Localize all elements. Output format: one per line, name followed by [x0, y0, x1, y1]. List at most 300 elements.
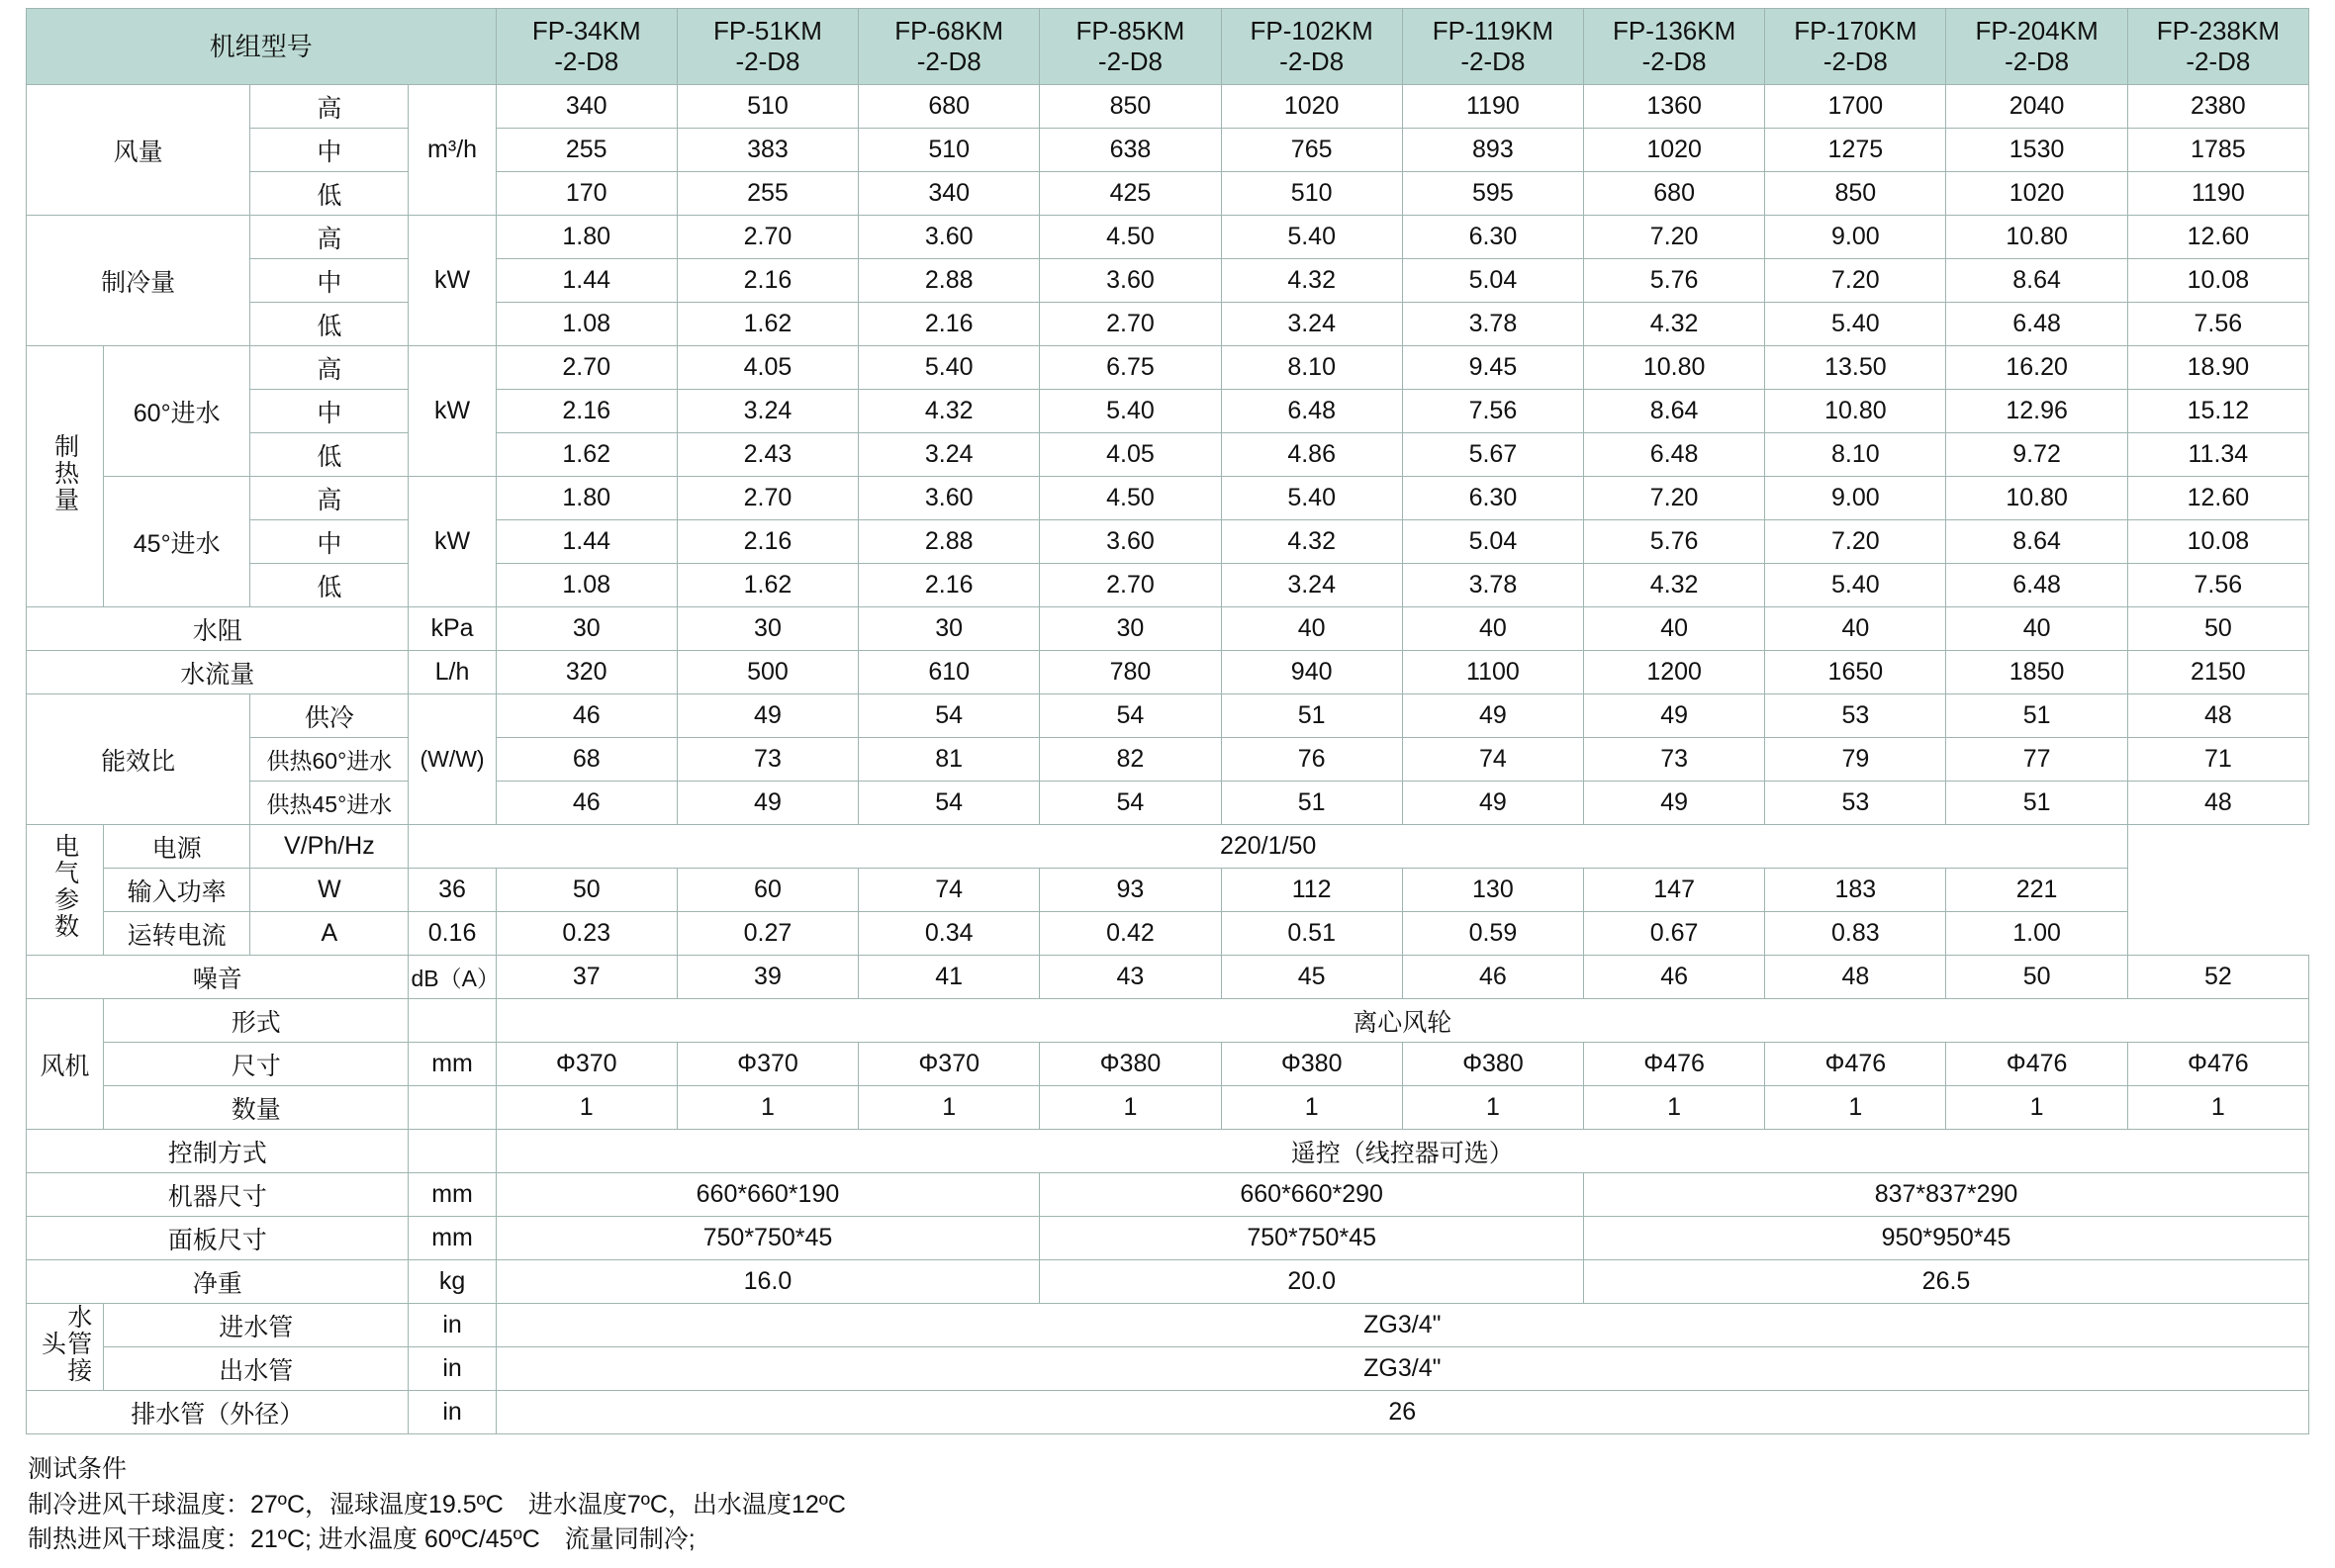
row-level-label: 高 — [250, 477, 409, 520]
table-row — [27, 433, 2309, 477]
row-unit-heating-60: kW — [409, 346, 496, 477]
table-row — [27, 303, 2309, 346]
cell: 1.62 — [677, 303, 858, 346]
cell: 5.40 — [1040, 390, 1221, 433]
cell: 37 — [496, 956, 677, 999]
cell: 30 — [677, 607, 858, 651]
cell: 74 — [1402, 738, 1583, 782]
cell: 2.70 — [1040, 303, 1221, 346]
model-name-line1: FP-204KM — [1975, 16, 2099, 46]
table-row — [27, 390, 2309, 433]
model-name-line1: FP-136KM — [1613, 16, 1736, 46]
cell: 54 — [859, 694, 1040, 738]
cell: 6.30 — [1402, 216, 1583, 259]
cell: 130 — [1402, 869, 1583, 912]
cell: 680 — [1584, 172, 1765, 216]
cell: 893 — [1402, 129, 1583, 172]
row-unit-water-flow: L/h — [409, 651, 496, 694]
row-level-label: 低 — [250, 564, 409, 607]
table-row — [27, 1217, 2309, 1260]
cell: 660*660*190 — [496, 1173, 1040, 1217]
cell: 7.56 — [1402, 390, 1583, 433]
cell: Φ380 — [1040, 1043, 1221, 1086]
cell: 54 — [1040, 694, 1221, 738]
cell: 2.43 — [677, 433, 858, 477]
row-sublabel-fan-qty: 数量 — [104, 1086, 409, 1130]
cell: 2.88 — [859, 259, 1040, 303]
model-column-5 — [1221, 9, 1402, 85]
cell: 4.50 — [1040, 477, 1221, 520]
cell: 1850 — [1946, 651, 2127, 694]
cell-power-supply-value: 220/1/50 — [409, 825, 2127, 869]
cell: 10.08 — [2127, 520, 2308, 564]
model-column-2 — [677, 9, 858, 85]
cell: 1360 — [1584, 85, 1765, 129]
row-unit-outlet-pipe: in — [409, 1347, 496, 1391]
cell: 49 — [1584, 694, 1765, 738]
cell: 1275 — [1765, 129, 1946, 172]
cell: 10.80 — [1584, 346, 1765, 390]
cell: 13.50 — [1765, 346, 1946, 390]
model-column-9 — [1946, 9, 2127, 85]
cell: 3.60 — [1040, 520, 1221, 564]
table-row — [27, 1130, 2309, 1173]
cell: 0.23 — [496, 912, 677, 956]
cell: 1100 — [1402, 651, 1583, 694]
cell: 40 — [1765, 607, 1946, 651]
model-name-line2: -2-D8 — [1641, 46, 1707, 76]
row-label-noise: 噪音 — [27, 956, 409, 999]
row-label-water-flow: 水流量 — [27, 651, 409, 694]
model-column-6 — [1402, 9, 1583, 85]
cell: 1530 — [1946, 129, 2127, 172]
row-unit-inlet-pipe: in — [409, 1304, 496, 1347]
cell: 54 — [859, 782, 1040, 825]
cell: 510 — [859, 129, 1040, 172]
cell: 1.44 — [496, 520, 677, 564]
table-row — [27, 172, 2309, 216]
row-unit-control — [409, 1130, 496, 1173]
cell: 780 — [1040, 651, 1221, 694]
cell: 1 — [859, 1086, 1040, 1130]
cell: 4.50 — [1040, 216, 1221, 259]
row-level-label: 高 — [250, 346, 409, 390]
cell: 1.44 — [496, 259, 677, 303]
cell: 3.24 — [677, 390, 858, 433]
cell: 43 — [1040, 956, 1221, 999]
cell: 3.78 — [1402, 303, 1583, 346]
cell: 50 — [2127, 607, 2308, 651]
row-level-label: 中 — [250, 259, 409, 303]
table-row — [27, 1304, 2309, 1347]
row-sublabel-fan-type: 形式 — [104, 999, 409, 1043]
cell: 5.40 — [1765, 564, 1946, 607]
table-row — [27, 694, 2309, 738]
cell: 10.08 — [2127, 259, 2308, 303]
notes-title: 测试条件 — [28, 1455, 128, 1483]
cell: 1.62 — [677, 564, 858, 607]
cell: 3.24 — [1221, 564, 1402, 607]
cell: 6.48 — [1946, 564, 2127, 607]
table-row — [27, 738, 2309, 782]
cell: 30 — [1040, 607, 1221, 651]
table-row — [27, 1347, 2309, 1391]
row-label-eer: 能效比 — [27, 694, 250, 825]
cell: 6.75 — [1040, 346, 1221, 390]
cell: 46 — [496, 694, 677, 738]
cell: 9.00 — [1765, 216, 1946, 259]
cell: 30 — [859, 607, 1040, 651]
cell: 950*950*45 — [1584, 1217, 2309, 1260]
row-unit-noise: dB（A） — [409, 956, 496, 999]
cell: 750*750*45 — [1040, 1217, 1584, 1260]
cell: 2.16 — [496, 390, 677, 433]
cell: 60 — [677, 869, 858, 912]
cell: 73 — [1584, 738, 1765, 782]
row-level-label: 中 — [250, 390, 409, 433]
cell: 49 — [677, 694, 858, 738]
cell: Φ476 — [1765, 1043, 1946, 1086]
cell: 93 — [1040, 869, 1221, 912]
cell: 54 — [1040, 782, 1221, 825]
model-name-line1: FP-34KM — [531, 16, 641, 46]
cell: 6.48 — [1584, 433, 1765, 477]
table-row — [27, 1260, 2309, 1304]
cell: 750*750*45 — [496, 1217, 1040, 1260]
table-row — [27, 651, 2309, 694]
cell: 40 — [1221, 607, 1402, 651]
cell: 3.60 — [859, 216, 1040, 259]
cell: 49 — [1402, 782, 1583, 825]
electrical-label-text: 电气参数 — [50, 833, 79, 940]
row-sublabel-eer-heating-45: 供热45°进水 — [250, 782, 409, 825]
cell: 0.83 — [1765, 912, 1946, 956]
table-row — [27, 259, 2309, 303]
cell: 8.64 — [1584, 390, 1765, 433]
pipe-joint-label-text: 水管接头 — [38, 1303, 92, 1384]
cell: 638 — [1040, 129, 1221, 172]
row-label-pipe-joint — [27, 1304, 104, 1391]
cell: 0.59 — [1402, 912, 1583, 956]
notes-line-cooling: 制冷进风干球温度：27ºC，湿球温度19.5ºC 进水温度7ºC，出水温度12ºC — [28, 1490, 846, 1519]
cell: 1 — [2127, 1086, 2308, 1130]
table-row — [27, 607, 2309, 651]
table-row — [27, 520, 2309, 564]
cell: Φ476 — [1946, 1043, 2127, 1086]
table-row — [27, 346, 2309, 390]
cell: 16.0 — [496, 1260, 1040, 1304]
cell: 112 — [1221, 869, 1402, 912]
table-row — [27, 956, 2309, 999]
cell: 147 — [1584, 869, 1765, 912]
cell: 510 — [1221, 172, 1402, 216]
cell: 26.5 — [1584, 1260, 2309, 1304]
cell: 49 — [677, 782, 858, 825]
row-unit-net-weight: kg — [409, 1260, 496, 1304]
cell: 76 — [1221, 738, 1402, 782]
cell: 2.70 — [496, 346, 677, 390]
cell: 16.20 — [1946, 346, 2127, 390]
cell: 510 — [677, 85, 858, 129]
row-unit-power-supply: V/Ph/Hz — [250, 825, 409, 869]
model-name-line1: FP-238KM — [2156, 16, 2280, 46]
model-name-line2: -2-D8 — [2005, 46, 2070, 76]
cell: 1.80 — [496, 477, 677, 520]
cell: 1.08 — [496, 564, 677, 607]
cell: 5.40 — [1221, 477, 1402, 520]
row-sublabel-current: 运转电流 — [104, 912, 250, 956]
cell: 0.51 — [1221, 912, 1402, 956]
row-unit-panel-size: mm — [409, 1217, 496, 1260]
cell: 9.00 — [1765, 477, 1946, 520]
cell: 40 — [1402, 607, 1583, 651]
cell: 48 — [1765, 956, 1946, 999]
cell: 79 — [1765, 738, 1946, 782]
model-name-line2: -2-D8 — [554, 46, 619, 76]
cell: 82 — [1040, 738, 1221, 782]
cell: 2.88 — [859, 520, 1040, 564]
table-row — [27, 1043, 2309, 1086]
cell: Φ370 — [859, 1043, 1040, 1086]
cell-control-value: 遥控（线控器可选） — [496, 1130, 2308, 1173]
cell: 2.16 — [677, 259, 858, 303]
model-name-line2: -2-D8 — [1097, 46, 1163, 76]
row-label-machine-size: 机器尺寸 — [27, 1173, 409, 1217]
cell: 595 — [1402, 172, 1583, 216]
model-column-1 — [496, 9, 677, 85]
cell: 7.20 — [1765, 520, 1946, 564]
cell: 221 — [1946, 869, 2127, 912]
cell: 2150 — [2127, 651, 2308, 694]
cell: 5.04 — [1402, 520, 1583, 564]
cell: 2.16 — [859, 564, 1040, 607]
cell: 1 — [677, 1086, 858, 1130]
table-row — [27, 477, 2309, 520]
cell: 1.00 — [1946, 912, 2127, 956]
cell: 49 — [1402, 694, 1583, 738]
cell: 18.90 — [2127, 346, 2308, 390]
cell: 36 — [409, 869, 496, 912]
row-sublabel-outlet-pipe: 出水管 — [104, 1347, 409, 1391]
cell: 255 — [677, 172, 858, 216]
cell: 1700 — [1765, 85, 1946, 129]
cell: 46 — [496, 782, 677, 825]
table-row — [27, 912, 2309, 956]
cell: 7.20 — [1765, 259, 1946, 303]
model-name-line2: -2-D8 — [735, 46, 800, 76]
cell: 5.40 — [1221, 216, 1402, 259]
cell: Φ380 — [1221, 1043, 1402, 1086]
model-name-line1: FP-170KM — [1794, 16, 1917, 46]
cell: 48 — [2127, 782, 2308, 825]
cell: 50 — [1946, 956, 2127, 999]
cell: 660*660*290 — [1040, 1173, 1584, 1217]
cell: 7.20 — [1584, 216, 1765, 259]
row-label-control: 控制方式 — [27, 1130, 409, 1173]
cell: 45 — [1221, 956, 1402, 999]
cell: 46 — [1584, 956, 1765, 999]
cell: 183 — [1765, 869, 1946, 912]
row-unit-input-power: W — [250, 869, 409, 912]
cell: 12.60 — [2127, 477, 2308, 520]
cell: 500 — [677, 651, 858, 694]
row-level-label: 低 — [250, 433, 409, 477]
table-row — [27, 999, 2309, 1043]
cell: 1 — [1584, 1086, 1765, 1130]
row-label-fan: 风机 — [27, 999, 104, 1130]
row-label-water-resistance: 水阻 — [27, 607, 409, 651]
table-row — [27, 1173, 2309, 1217]
cell: 1 — [1221, 1086, 1402, 1130]
row-label-net-weight: 净重 — [27, 1260, 409, 1304]
cell: 12.60 — [2127, 216, 2308, 259]
cell: 73 — [677, 738, 858, 782]
header-model-label: 机组型号 — [27, 9, 497, 85]
cell: 1650 — [1765, 651, 1946, 694]
cell: 30 — [496, 607, 677, 651]
cell: 52 — [2127, 956, 2308, 999]
cell: 1020 — [1584, 129, 1765, 172]
row-label-heating — [27, 346, 104, 607]
cell: 765 — [1221, 129, 1402, 172]
cell: 4.86 — [1221, 433, 1402, 477]
row-label-drain: 排水管（外径） — [27, 1391, 409, 1434]
cell: 1020 — [1221, 85, 1402, 129]
cell: 51 — [1221, 694, 1402, 738]
cell: 40 — [1946, 607, 2127, 651]
cell: 74 — [859, 869, 1040, 912]
cell: 1 — [1040, 1086, 1221, 1130]
row-unit-heating-45: kW — [409, 477, 496, 607]
cell: 11.34 — [2127, 433, 2308, 477]
model-name-line1: FP-119KM — [1432, 16, 1554, 46]
cell: 10.80 — [1765, 390, 1946, 433]
row-label-heating-45: 45°进水 — [104, 477, 250, 607]
test-conditions-notes — [26, 1452, 2309, 1558]
row-unit-water-resistance: kPa — [409, 607, 496, 651]
cell: 81 — [859, 738, 1040, 782]
cell: 10.80 — [1946, 216, 2127, 259]
cell: 340 — [496, 85, 677, 129]
model-name-line2: -2-D8 — [916, 46, 981, 76]
cell: 39 — [677, 956, 858, 999]
cell: 3.24 — [859, 433, 1040, 477]
cell: 6.48 — [1946, 303, 2127, 346]
row-level-label: 中 — [250, 129, 409, 172]
cell: 2.16 — [677, 520, 858, 564]
row-unit-drain: in — [409, 1391, 496, 1434]
row-sublabel-eer-heating-60: 供热60°进水 — [250, 738, 409, 782]
cell: 1190 — [1402, 85, 1583, 129]
notes-line-heating: 制热进风干球温度：21ºC; 进水温度 60ºC/45ºC 流量同制冷; — [28, 1525, 696, 1553]
cell: 4.05 — [677, 346, 858, 390]
cell: 15.12 — [2127, 390, 2308, 433]
cell: 425 — [1040, 172, 1221, 216]
row-sublabel-power-supply: 电源 — [104, 825, 250, 869]
cell: 1 — [1765, 1086, 1946, 1130]
cell: 1.62 — [496, 433, 677, 477]
cell: Φ476 — [1584, 1043, 1765, 1086]
cell: 1 — [1402, 1086, 1583, 1130]
cell: 0.42 — [1040, 912, 1221, 956]
cell: 1785 — [2127, 129, 2308, 172]
cell: 50 — [496, 869, 677, 912]
cell: 170 — [496, 172, 677, 216]
cell: 5.40 — [1765, 303, 1946, 346]
cell: Φ370 — [496, 1043, 677, 1086]
model-column-4 — [1040, 9, 1221, 85]
cell: 837*837*290 — [1584, 1173, 2309, 1217]
cell: 10.80 — [1946, 477, 2127, 520]
cell: 53 — [1765, 782, 1946, 825]
model-column-10 — [2127, 9, 2308, 85]
cell: 850 — [1765, 172, 1946, 216]
cell: 51 — [1946, 782, 2127, 825]
cell: 0.34 — [859, 912, 1040, 956]
cell: 320 — [496, 651, 677, 694]
cell: 1.80 — [496, 216, 677, 259]
cell: 51 — [1946, 694, 2127, 738]
row-level-label: 高 — [250, 216, 409, 259]
cell: 255 — [496, 129, 677, 172]
row-unit-current: A — [250, 912, 409, 956]
cell: 1190 — [2127, 172, 2308, 216]
table-row — [27, 825, 2309, 869]
cell: 40 — [1584, 607, 1765, 651]
row-sublabel-inlet-pipe: 进水管 — [104, 1304, 409, 1347]
cell: 77 — [1946, 738, 2127, 782]
cell: 1020 — [1946, 172, 2127, 216]
table-row — [27, 1391, 2309, 1434]
model-name-line1: FP-68KM — [894, 16, 1004, 46]
cell: 4.32 — [1584, 303, 1765, 346]
cell: 49 — [1584, 782, 1765, 825]
cell: 4.32 — [1584, 564, 1765, 607]
table-row — [27, 216, 2309, 259]
table-row — [27, 129, 2309, 172]
cell: 3.60 — [859, 477, 1040, 520]
model-name-line2: -2-D8 — [1822, 46, 1888, 76]
cell: 12.96 — [1946, 390, 2127, 433]
cell-fan-type-value: 离心风轮 — [496, 999, 2308, 1043]
model-name-line2: -2-D8 — [1460, 46, 1526, 76]
cell: 8.64 — [1946, 259, 2127, 303]
row-sublabel-fan-size: 尺寸 — [104, 1043, 409, 1086]
cell: 4.32 — [1221, 259, 1402, 303]
cell: 2.70 — [677, 477, 858, 520]
cell: 3.78 — [1402, 564, 1583, 607]
cell: 9.72 — [1946, 433, 2127, 477]
cell: 850 — [1040, 85, 1221, 129]
table-row — [27, 564, 2309, 607]
model-name-line1: FP-85KM — [1075, 16, 1185, 46]
table-header-row — [27, 9, 2309, 85]
cell: 68 — [496, 738, 677, 782]
cell: 6.48 — [1221, 390, 1402, 433]
row-label-cooling: 制冷量 — [27, 216, 250, 346]
cell: 0.16 — [409, 912, 496, 956]
cell: 8.10 — [1221, 346, 1402, 390]
model-column-8 — [1765, 9, 1946, 85]
cell: 2.70 — [677, 216, 858, 259]
cell: 41 — [859, 956, 1040, 999]
cell: 4.05 — [1040, 433, 1221, 477]
cell: 20.0 — [1040, 1260, 1584, 1304]
cell: 5.76 — [1584, 259, 1765, 303]
cell: 8.64 — [1946, 520, 2127, 564]
cell: 3.24 — [1221, 303, 1402, 346]
row-level-label: 低 — [250, 172, 409, 216]
